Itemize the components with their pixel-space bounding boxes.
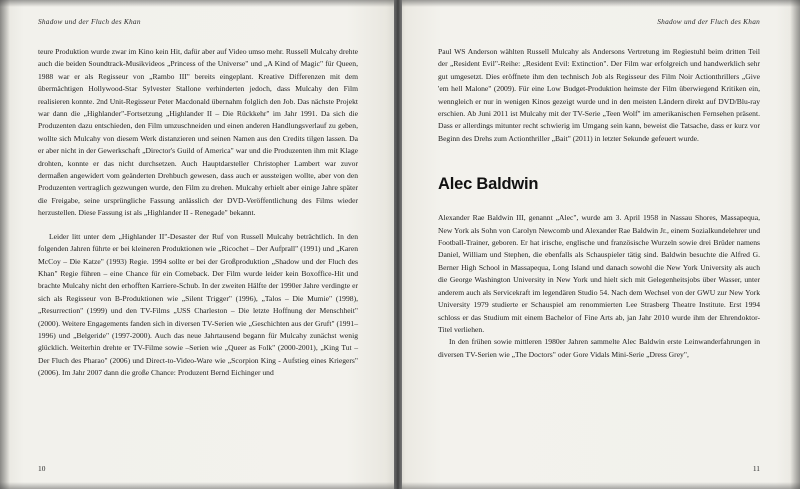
page-bottom-shading (402, 482, 800, 489)
paragraph: teure Produktion wurde zwar im Kino kein Hit, dafür aber auf Video umso mehr. Russell Mulcahy drehte auch die beiden Soundtrack-Musikvideos „Princess of the Universe" und „A Kind of Magic" für Queen, 1988 war er als Regisseur von „Rambo III" bereits eingeplant. Kreative Differenzen mit dem übermächtigen Hollywood-Star Sylvester Stallone verhinderten jedoch, dass Mulcahy den Film realisieren konnte. 2nd Unit-Regisseur Peter Macdonald übernahm folglich den Job. Das nächste Projekt war dann die „Highlander"-Fortsetzung „Highlander II – Die Rückkehr" im Jahr 1991. Da sich die Produzenten dazu entschieden, den Film umzuschneiden und einen anderen Handlungsverlauf zu geben, wollte sich Mulcahy von diesem Werk distanzieren und seinen Namen aus den Credits tilgen lassen. Da er aber nicht in der Gewerkschaft „Director's Guild of America" war und die Produzenten ihm mit Klage drohten, konnte er das nicht durchsetzen. Auch Hauptdarsteller Christopher Lambert war zuvor dermaßen angewidert vom geänderten Drehbuch gewesen, dass auch er aussteigen wollte, aber von den Produzenten vertraglich gezwungen wurde, den Film zu drehen. Mulcahy erhielt aber einige Jahre später die Freigabe, seine ursprüngliche Fassung anlässlich der DVD-Veröffentlichung des Films wieder herzustellen. Diese Fassung ist als „Highlander II - Renegade" bekannt. (38, 47, 358, 218)
page-edge-shading (790, 0, 800, 489)
page-number-right: 11 (752, 464, 760, 473)
book-gutter (394, 0, 402, 489)
paragraph: Paul WS Anderson wählten Russell Mulcahy als Andersons Vertretung im Regiestuhl beim dritten Teil der „Resident Evil"-Reihe: „Resident Evil: Extinction". Der Film war erfolgreich und handwerklich sehr gut umgesetzt. Dies eröffnete ihm den technisch Job als Regisseur des Film Noir Actionthrillers „Give 'em hell Malone" (2009). Für eine Low Budget-Produktion heimste der Film überwiegend Kritiken ein, wenngleich er nur in wenigen Kinos gezeigt wurde und in den meisten Ländern direkt auf DVD/Blu-ray erschien. Ab Juni 2011 ist Mulcahy mit der TV-Serie „Teen Wolf" im amerikanischen Fernsehen präsent. Dass er allerdings mitunter recht schwierig im Umgang sein kann, beweist die Tatsache, dass er kurz vor Beginn des Drehs zum Actionthriller „Bait" (2011) in letzter Sekunde gefeuert wurde. (438, 47, 760, 143)
paragraph: Leider litt unter dem „Highlander II"-Desaster der Ruf von Russell Mulcahy beträchtlich. In den folgenden Jahren führte er bei kleineren Produktionen wie „Ricochet – Der Aufprall" (1991) und „Karen McCoy – Die Katze" (1993) Regie. 1994 sollte er bei der Großproduktion „Shadow und der Fluch des Khan" Regie führen – eine Chance für ein Comeback. Der Film wurde leider kein Boxoffice-Hit und brachte Mulcahy nicht den erhofften Karriere-Schub. In der zweiten Hälfte der 1990er Jahre verdingte er sich als Regisseur von B-Produktionen wie „Silent Trigger" (1996), „Talos – Die Mumie" (1998), „Resurrection" (1999) und den TV-Films „USS Charleston – Die letzte Hoffnung der Menschheit" (2000). Weitere Engagements fanden sich in diversen TV-Serien wie „Geschichten aus der Gruft" (1991–1996) und „Belgeride" (1997-2000). Auch das neue Jahrtausend begann für Mulcahy zunächst wenig glücklich. Weiterhin drehte er TV-Filme sowie –Serien wie „Queer as Folk" (2000-2001), „King Tut – Der Fluch des Pharao" (2006) und Direct-to-Video-Ware wie „Scorpion King - Aufstieg eines Kriegers" (2006). Im Jahr 2007 dann die große Chance: Produzent Bernd Eichinger und (38, 231, 358, 378)
page-top-shading (402, 0, 800, 7)
running-head-right: Shadow und der Fluch des Khan (657, 17, 760, 26)
body-text-left (38, 46, 358, 380)
paragraph: In den frühen sowie mittleren 1980er Jahren sammelte Alec Baldwin erste Leinwanderfahrungen in diversen TV-Serien wie „The Doctors" oder Gore Vidals Mini-Serie „Dress Grey", (438, 337, 760, 359)
paragraph: Alexander Rae Baldwin III, genannt „Alec", wurde am 3. April 1958 in Nassau Shores, Massapequa, New York als Sohn von Carolyn Newcomb und Alexander Rae Baldwin Jr., einem Sozialkundelehrer und Football-Trainer, geboren. Er hat irische, englische und französische Wurzeln sowie drei Brüder namens Daniel, William und Stephen, die ebenfalls als Schauspieler tätig sind. Baldwin besuchte die Alfred G. Berner High School in Massapequa, Long Island und danach sowohl die New York University als auch die George Washington University in New York und hielt sich mit Gelegenheitsjobs über Wasser, unter anderem auch als Servicekraft im legendären Studio 54. Nach dem Wechsel von der GWU zur New York University 1979 studierte er Schauspiel am renommierten Lee Strasberg Theatre Institute. Erst 1994 schloss er das Studium mit einem Bachelor of Fine Arts ab, jan Jahr 2010 wurde ihm der Ehrendoktor-Titel verliehen. (438, 213, 760, 334)
page-right (402, 0, 800, 489)
page-number-left: 10 (38, 464, 46, 473)
running-head-left: Shadow und der Fluch des Khan (38, 17, 141, 26)
body-text-right (438, 46, 760, 361)
page-bottom-shading (0, 482, 394, 489)
page-left (0, 0, 394, 489)
chapter-title: Alec Baldwin (438, 175, 539, 194)
page-top-shading (0, 0, 394, 7)
page-edge-shading (0, 0, 10, 489)
